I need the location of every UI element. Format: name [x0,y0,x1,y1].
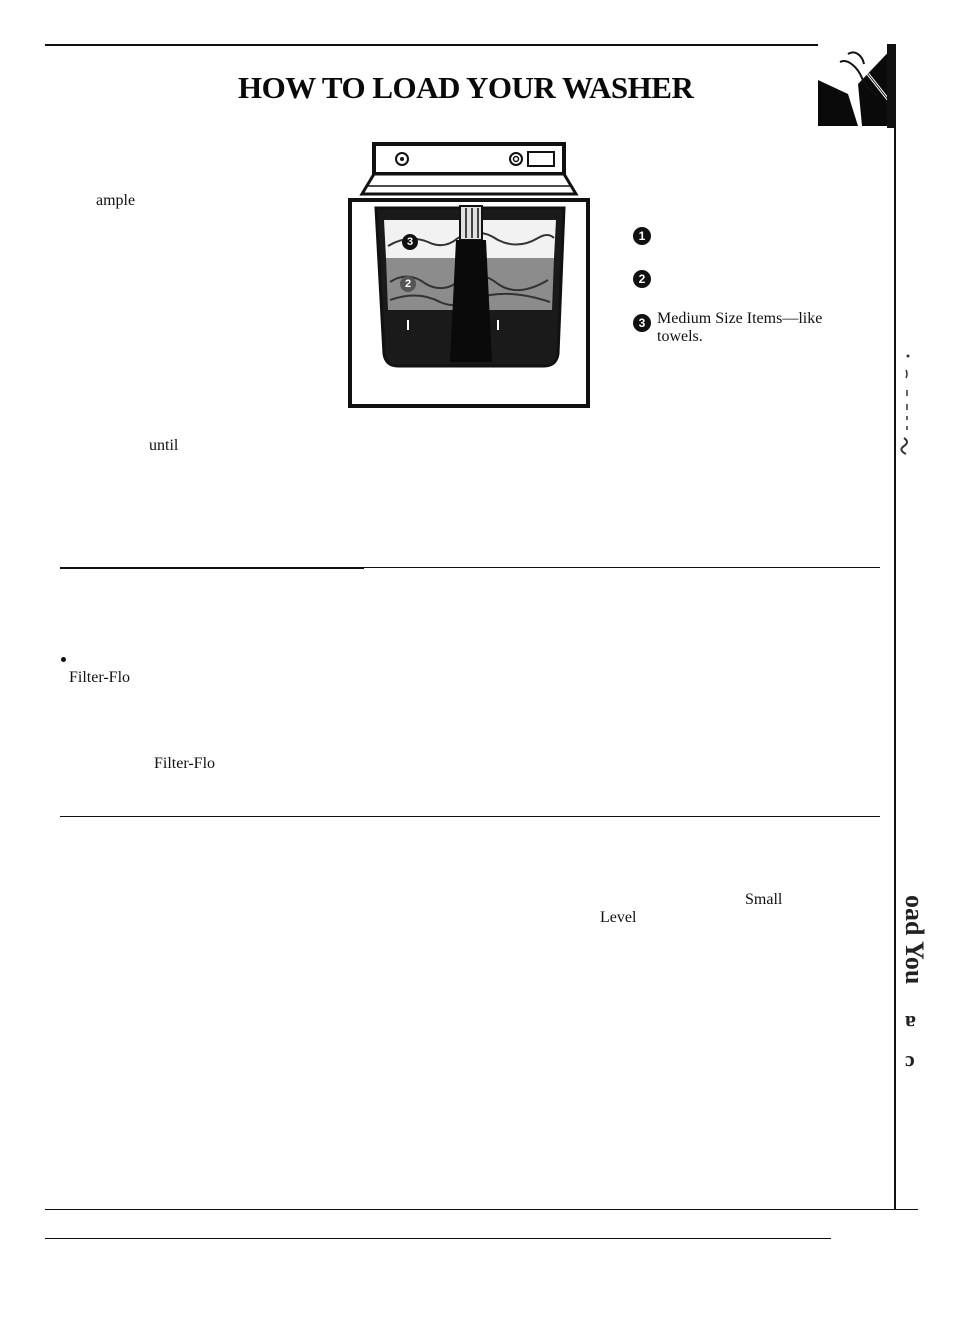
section-rule-1b [364,567,880,568]
right-edge-bar [887,44,896,128]
legend-item-3-line1: Medium Size Items—like [657,310,823,327]
right-vertical-rule [894,128,896,1210]
legend-badge-2: 2 [633,270,651,288]
side-tab-letter-c: c [905,1051,915,1076]
section-rule-2 [60,816,880,817]
text-ample: ample [96,192,136,209]
top-rule [45,44,888,46]
side-tab-text: oad You [900,895,929,985]
bottom-rule-2 [45,1238,831,1239]
bottom-rule-1 [45,1209,918,1210]
side-tab-upper-marks [900,350,926,460]
callout-badge-3: 3 [402,234,418,250]
page-title: HOW TO LOAD YOUR WASHER [238,70,694,105]
text-until: until [149,437,179,454]
side-tab-letter-a: a [905,1011,916,1036]
section-rule-1 [60,567,364,569]
text-small: Small [745,891,783,908]
legend-badge-1: 1 [633,227,651,245]
text-level: Level [600,909,637,926]
text-filter-flo-2: Filter-Flo [154,755,216,772]
bullet-dot [61,657,66,662]
legend-item-3-line2: towels. [657,328,703,345]
hand-writing-icon [818,44,896,126]
washer-illustration [348,142,592,410]
text-filter-flo-1: Filter-Flo [69,669,131,686]
legend-badge-3: 3 [633,314,651,332]
callout-badge-2: 2 [400,276,416,292]
